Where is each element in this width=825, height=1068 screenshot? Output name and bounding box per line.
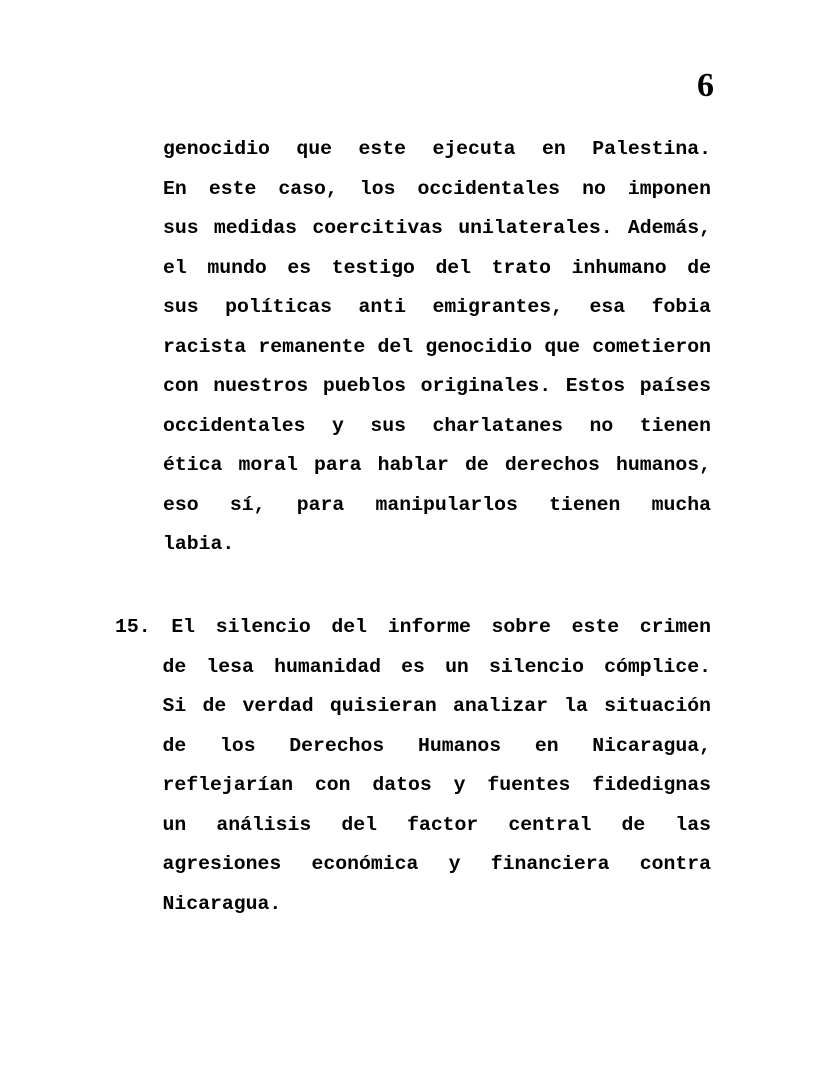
text-line: reflejarían con datos y fuentes fidedignas (162, 774, 711, 796)
text-line: eso sí, para manipularlos tienen mucha (163, 493, 711, 516)
text-line: genocidio que este ejecuta en Palestina. (163, 138, 711, 160)
text-line: labia. (163, 533, 235, 555)
text-line-numbered: 15. El silencio del informe sobre este crimen (115, 616, 711, 638)
text-line: de lesa humanidad es un silencio cómplice. (162, 655, 711, 678)
text-line: de los Derechos Humanos en Nicaragua, (162, 734, 711, 757)
text-line: Nicaragua. (162, 892, 282, 915)
paragraph-item-15 (115, 608, 711, 924)
text-line: En este caso, los occidentales no imponen (163, 177, 711, 200)
text-line: un análisis del factor central de las (162, 813, 711, 836)
text-line: sus políticas anti emigrantes, esa fobia (163, 296, 711, 318)
text-line: occidentales y sus charlatanes no tienen (163, 414, 711, 437)
text-line: sus medidas coercitivas unilaterales. Además, (163, 217, 711, 239)
text-line: racista remanente del genocidio que cometieron (163, 335, 711, 358)
page-number: 6 (697, 67, 714, 104)
text-line: el mundo es testigo del trato inhumano de (163, 256, 711, 279)
paragraph-continuation (163, 130, 711, 565)
text-line: agresiones económica y financiera contra (162, 853, 711, 875)
text-line: Si de verdad quisieran analizar la situación (162, 695, 711, 717)
text-line: ética moral para hablar de derechos humanos, (163, 454, 711, 476)
text-line: con nuestros pueblos originales. Estos países (163, 375, 711, 397)
